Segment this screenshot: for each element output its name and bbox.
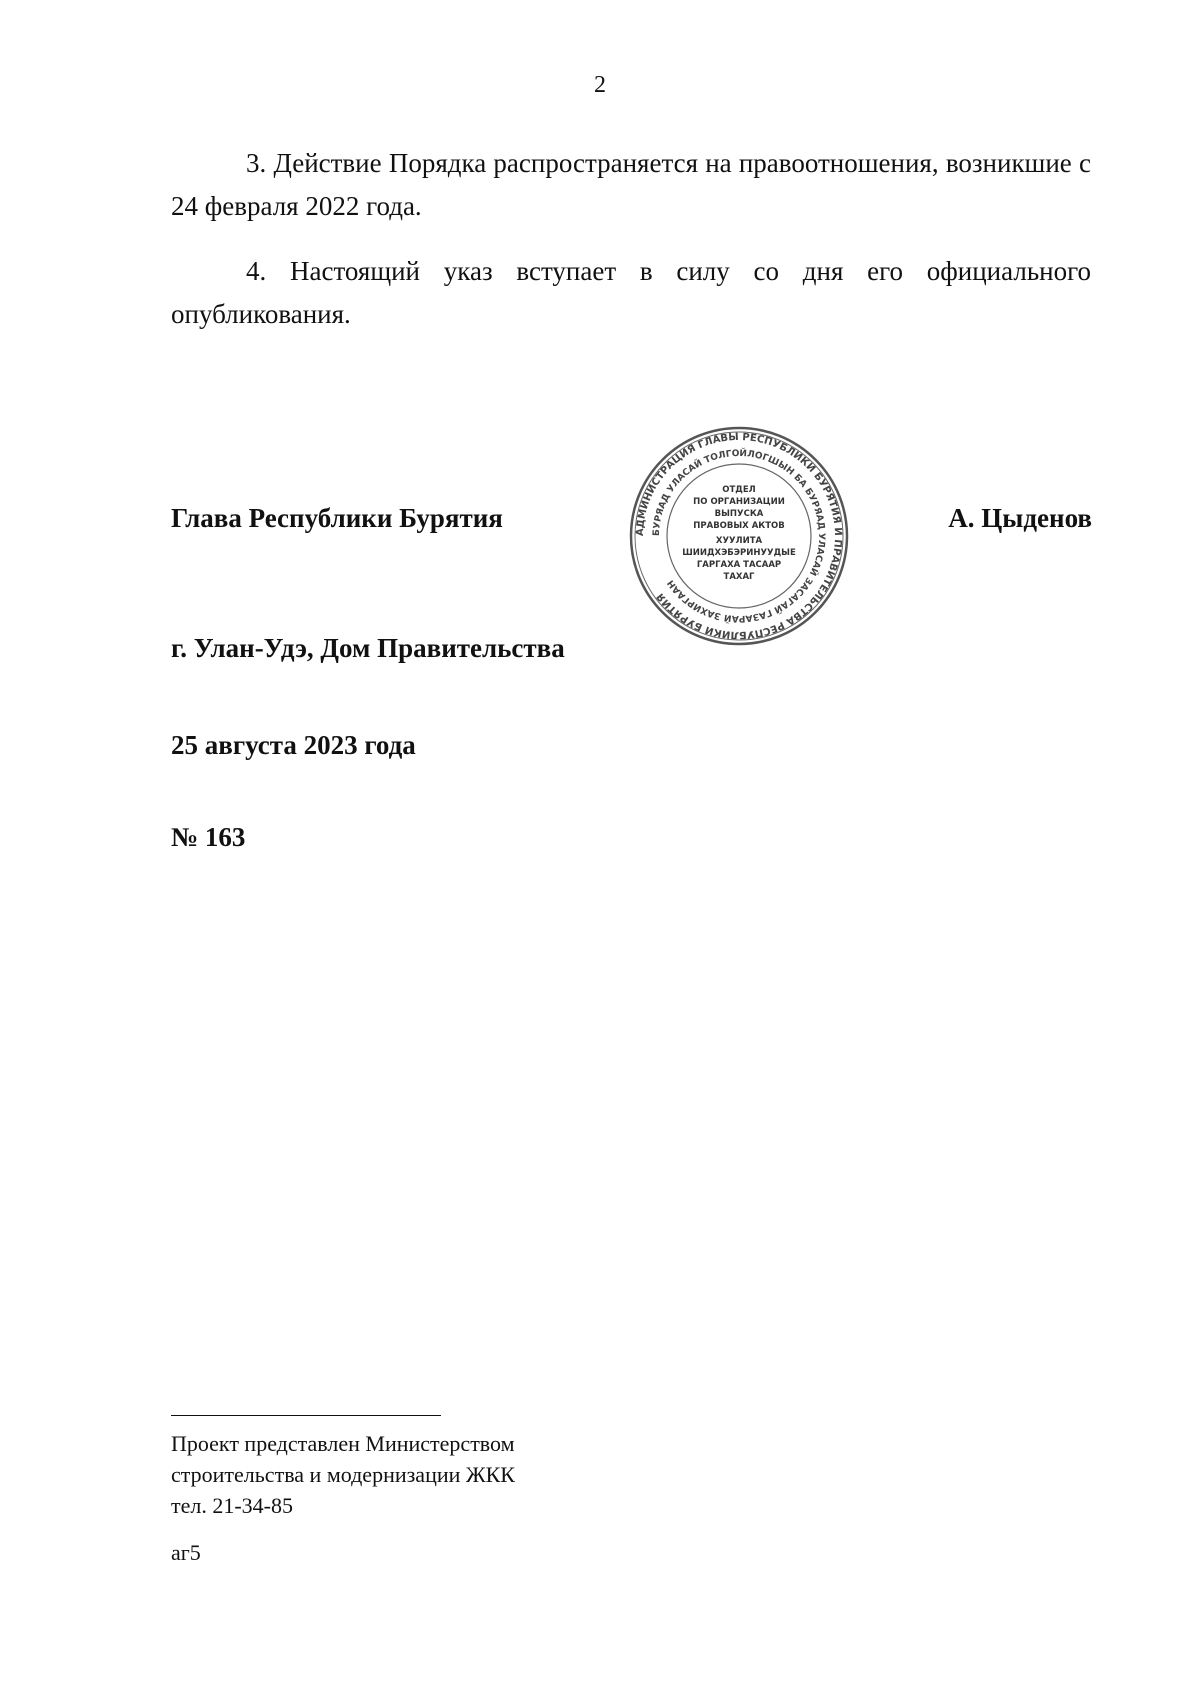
document-date: 25 августа 2023 года <box>171 730 416 760</box>
footnote-line: строительства и модернизации ЖКК <box>171 1462 515 1487</box>
stamp-center-line: ХУУЛИТА <box>715 536 763 546</box>
stamp-inner-text: БУРЯАД УЛАСАЙ ТОЛГОЙЛОГШЫН БА БУРЯАД УЛАСАЙ ЗАСАГАЙ ГАЗАРАЙ ЗАХИРГААН <box>651 448 827 624</box>
footnote-divider <box>171 1415 441 1416</box>
place-of-signing: г. Улан-Удэ, Дом Правительства <box>171 633 565 663</box>
page-number: 2 <box>594 72 606 98</box>
stamp-center-line: ОТДЕЛ <box>722 485 756 495</box>
stamp-center-line: ПРАВОВЫХ АКТОВ <box>693 521 785 531</box>
paragraph-3: 3. Действие Порядка распространяется на правоотношения, возникшие с 24 февраля 2022 года. <box>171 148 1091 221</box>
paragraph-4: 4. Настоящий указ вступает в силу со дня его официального опубликования. <box>171 256 1091 329</box>
official-seal-stamp <box>628 425 850 647</box>
signatory-position: Глава Республики Бурятия <box>171 503 503 533</box>
footnote-line: Проект представлен Министерством <box>171 1431 515 1456</box>
stamp-center-line: ПО ОРГАНИЗАЦИИ <box>693 497 785 507</box>
footnote-line: тел. 21-34-85 <box>171 1493 294 1518</box>
document-number: № 163 <box>171 822 246 852</box>
stamp-center-line: ШИИДХЭБЭРИНУУДЫЕ <box>682 548 796 558</box>
footnote <box>171 1428 515 1521</box>
stamp-center-line: ВЫПУСКА <box>714 509 764 519</box>
stamp-center-line: ТАХАГ <box>723 572 755 582</box>
signatory-name: А. Цыденов <box>948 503 1092 533</box>
document-code: аг5 <box>171 1540 201 1565</box>
stamp-center-line: ГАРГАХА ТАСААР <box>696 560 782 570</box>
stamp-outer-text: АДМИНИСТРАЦИЯ ГЛАВЫ РЕСПУБЛИКИ БУРЯТИЯ И ПРАВИТЕЛЬСТВА РЕСПУБЛИКИ БУРЯТИЯ <box>634 431 844 641</box>
